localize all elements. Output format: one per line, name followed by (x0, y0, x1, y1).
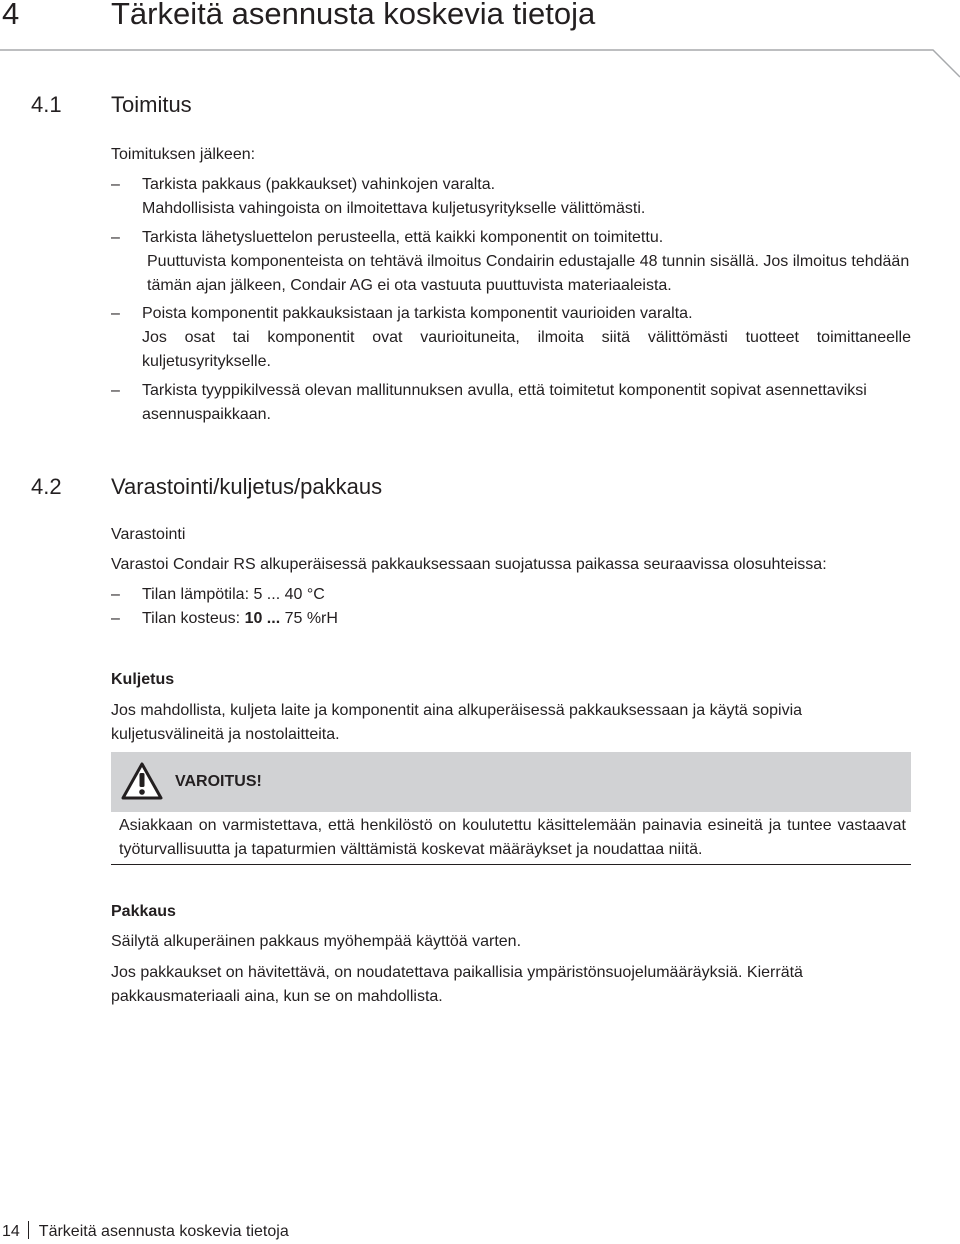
bullet-dash: – (111, 176, 120, 193)
header-rule (0, 47, 960, 87)
bullet-dash: – (111, 586, 120, 603)
list-item (111, 379, 911, 427)
section-title: Toimitus (111, 92, 192, 117)
humidity-max: 75 %rH (280, 610, 338, 627)
section-number: 4.1 (31, 92, 62, 117)
transport-text: Jos mahdollista, kuljeta laite ja komponentit aina alkuperäisessä pakkauksessaan ja käytä sopivia kuljetusvälineitä ja nostolaitteita. (111, 702, 803, 743)
bullet-dash: – (111, 382, 120, 399)
temperature-text: Tilan lämpötila: 5 ... 40 °C (142, 586, 325, 603)
list-item-text: Tarkista pakkaus (pakkaukset) vahinkojen varalta. (142, 176, 496, 193)
footer-separator (28, 1221, 29, 1239)
list-item-text: Puuttuvista komponenteista on tehtävä ilmoitus Condairin edustajalle 48 tunnin sisällä. Jos ilmoitus tehdään tämän ajan jälkeen, Condair AG ei ota vastuuta puuttuvista materiaaleista. (147, 253, 910, 294)
packaging-text: Jos pakkaukset on hävitettävä, on noudatettava paikallisia ympäristönsuojelumääräyksiä. Kierrätä pakkausmateriaali aina, kun se on mahdollista. (111, 964, 803, 1005)
section-intro: Toimituksen jälkeen: (111, 146, 256, 163)
chapter-number: 4 (2, 0, 20, 31)
bullet-dash: – (111, 610, 120, 627)
list-item-text: Poista komponentit pakkauksistaan ja tarkista komponentit vaurioiden varalta. (142, 305, 693, 322)
footer-title: Tärkeitä asennusta koskevia tietoja (38, 1223, 289, 1240)
warning-label: VAROITUS! (175, 773, 262, 790)
packaging-heading: Pakkaus (111, 903, 176, 920)
bullet-dash: – (111, 229, 120, 246)
packaging-text: Säilytä alkuperäinen pakkaus myöhempää käyttöä varten. (111, 933, 522, 950)
page-footer (2, 1220, 289, 1244)
warning-text: Asiakkaan on varmistettava, että henkilöstö on koulutettu käsittelemään painavia esineitä ja tuntee vastaavat työturvallisuutta ja tapaturmien välttämistä koskevat määräykset ja noudattaa niitä. (119, 817, 906, 858)
warning-rule (111, 864, 911, 865)
list-item-text: Jos osat tai komponentit ovat vaurioituneita, ilmoita siitä välittömästi tuotteet toimittaneelle kuljetusyritykselle. (142, 329, 911, 370)
warning-icon (121, 762, 163, 800)
storage-heading: Varastointi (111, 526, 186, 543)
list-item-text: Tarkista tyyppikilvessä olevan mallitunnuksen avulla, että toimitetut komponentit sopivat asennettaviksi asennuspaikkaan. (142, 382, 867, 423)
page-number: 14 (2, 1223, 20, 1240)
transport-heading: Kuljetus (111, 671, 175, 688)
list-item (111, 302, 911, 374)
bullet-dash: – (111, 305, 120, 322)
list-item-text: Mahdollisista vahingoista on ilmoitettava kuljetusyritykselle välittömästi. (142, 200, 646, 217)
chapter-title: Tärkeitä asennusta koskevia tietoja (111, 0, 596, 31)
humidity-min: 10 ... (244, 610, 281, 627)
humidity-label: Tilan kosteus: (142, 610, 245, 627)
warning-box (111, 752, 911, 812)
list-item (111, 607, 911, 631)
list-item (111, 583, 911, 607)
section-number: 4.2 (31, 474, 62, 499)
section-title: Varastointi/kuljetus/pakkaus (111, 474, 383, 499)
storage-text: Varastoi Condair RS alkuperäisessä pakkauksessaan suojatussa paikassa seuraavissa olosuhteissa: (111, 556, 827, 573)
list-item (111, 226, 911, 298)
list-item (111, 173, 911, 221)
list-item-text: Tarkista lähetysluettelon perusteella, että kaikki komponentit on toimitettu. (142, 229, 664, 246)
